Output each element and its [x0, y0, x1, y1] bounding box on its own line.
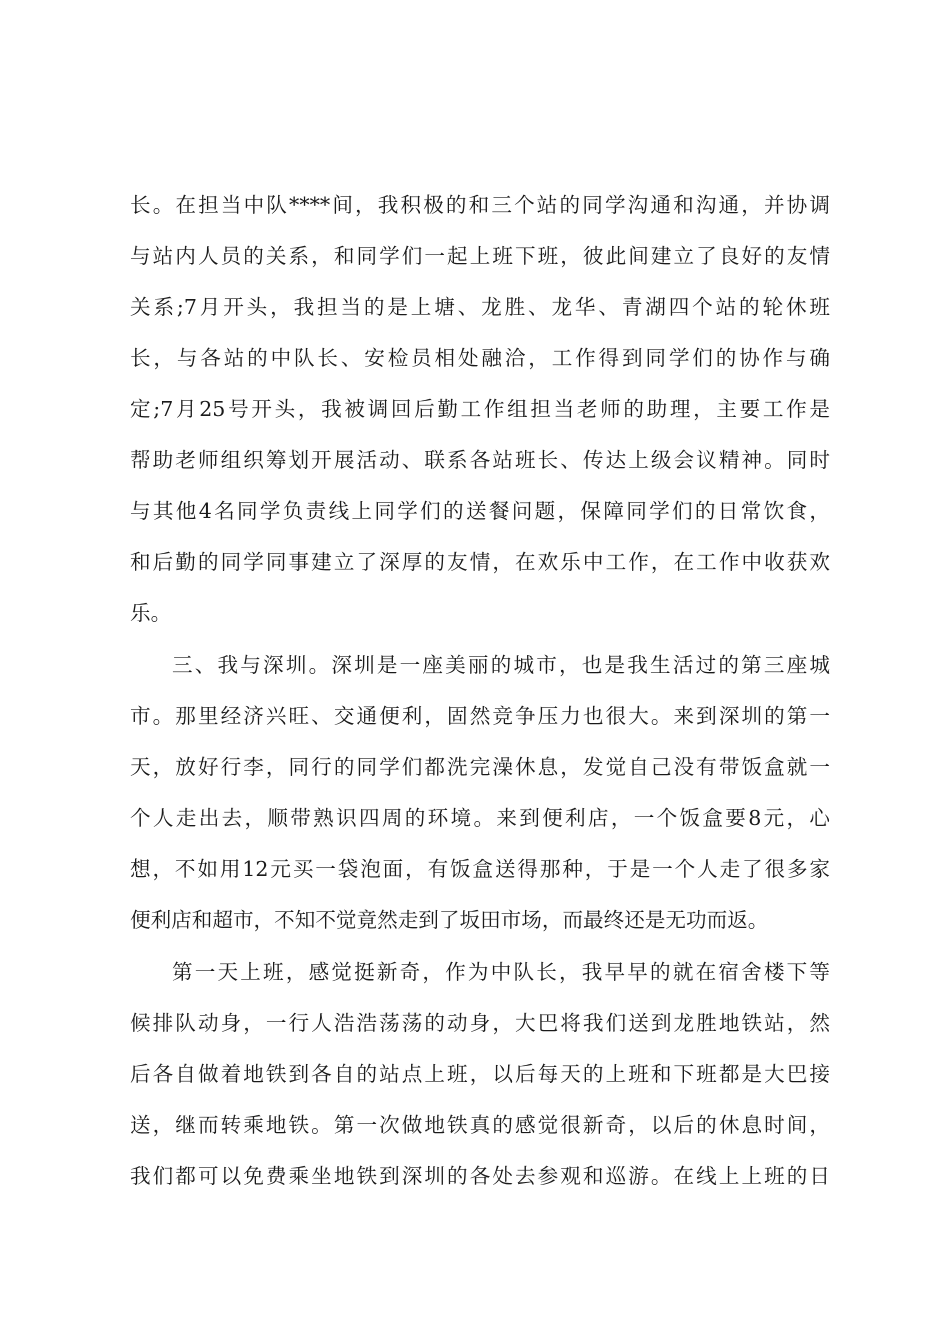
text-line: 后各自做着地铁到各自的站点上班，以后每天的上班和下班都是大巴接 [130, 1062, 830, 1086]
text-line: 送，继而转乘地铁。第一次做地铁真的感觉很新奇，以后的休息时间， [130, 1113, 830, 1137]
text-line: 个人走出去，顺带熟识四周的环境。来到便利店，一个饭盒要8元，心 [130, 806, 830, 830]
text-line: 市。那里经济兴旺、交通便利，固然竞争压力也很大。来到深圳的第一 [130, 704, 830, 728]
text-line: 帮助老师组织筹划开展活动、联系各站班长、传达上级会议精神。同时 [130, 448, 830, 472]
text-line: 想，不如用12元买一袋泡面，有饭盒送得那种，于是一个人走了很多家 [130, 857, 830, 881]
paragraph-first-line: 三、我与深圳。深圳是一座美丽的城市，也是我生活过的第三座城 [172, 653, 830, 677]
text-line: 和后勤的同学同事建立了深厚的友情，在欢乐中工作，在工作中收获欢 [130, 550, 830, 574]
text-line: 关系;7月开头，我担当的是上塘、龙胜、龙华、青湖四个站的轮休班 [130, 295, 830, 319]
text-line: 与其他4名同学负责线上同学们的送餐问题，保障同学们的日常饮食， [130, 499, 830, 523]
text-line: 长，与各站的中队长、安检员相处融洽，工作得到同学们的协作与确 [130, 346, 830, 370]
text-line: 候排队动身，一行人浩浩荡荡的动身，大巴将我们送到龙胜地铁站，然 [130, 1011, 830, 1035]
text-line: 定;7月25号开头，我被调回后勤工作组担当老师的助理，主要工作是 [130, 397, 830, 421]
paragraph-first-line: 第一天上班，感觉挺新奇，作为中队长，我早早的就在宿舍楼下等 [172, 960, 830, 984]
text-line: 我们都可以免费乘坐地铁到深圳的各处去参观和巡游。在线上上班的日 [130, 1164, 830, 1188]
text-line: 天，放好行李，同行的同学们都洗完澡休息，发觉自己没有带饭盒就一 [130, 755, 830, 779]
text-line: 乐。 [130, 601, 172, 625]
text-line: 与站内人员的关系，和同学们一起上班下班，彼此间建立了良好的友情 [130, 244, 830, 268]
text-line: 长。在担当中队****间，我积极的和三个站的同学沟通和沟通，并协调 [130, 193, 830, 217]
text-line: 便利店和超市，不知不觉竟然走到了坂田市场，而最终还是无功而返。 [130, 908, 769, 932]
